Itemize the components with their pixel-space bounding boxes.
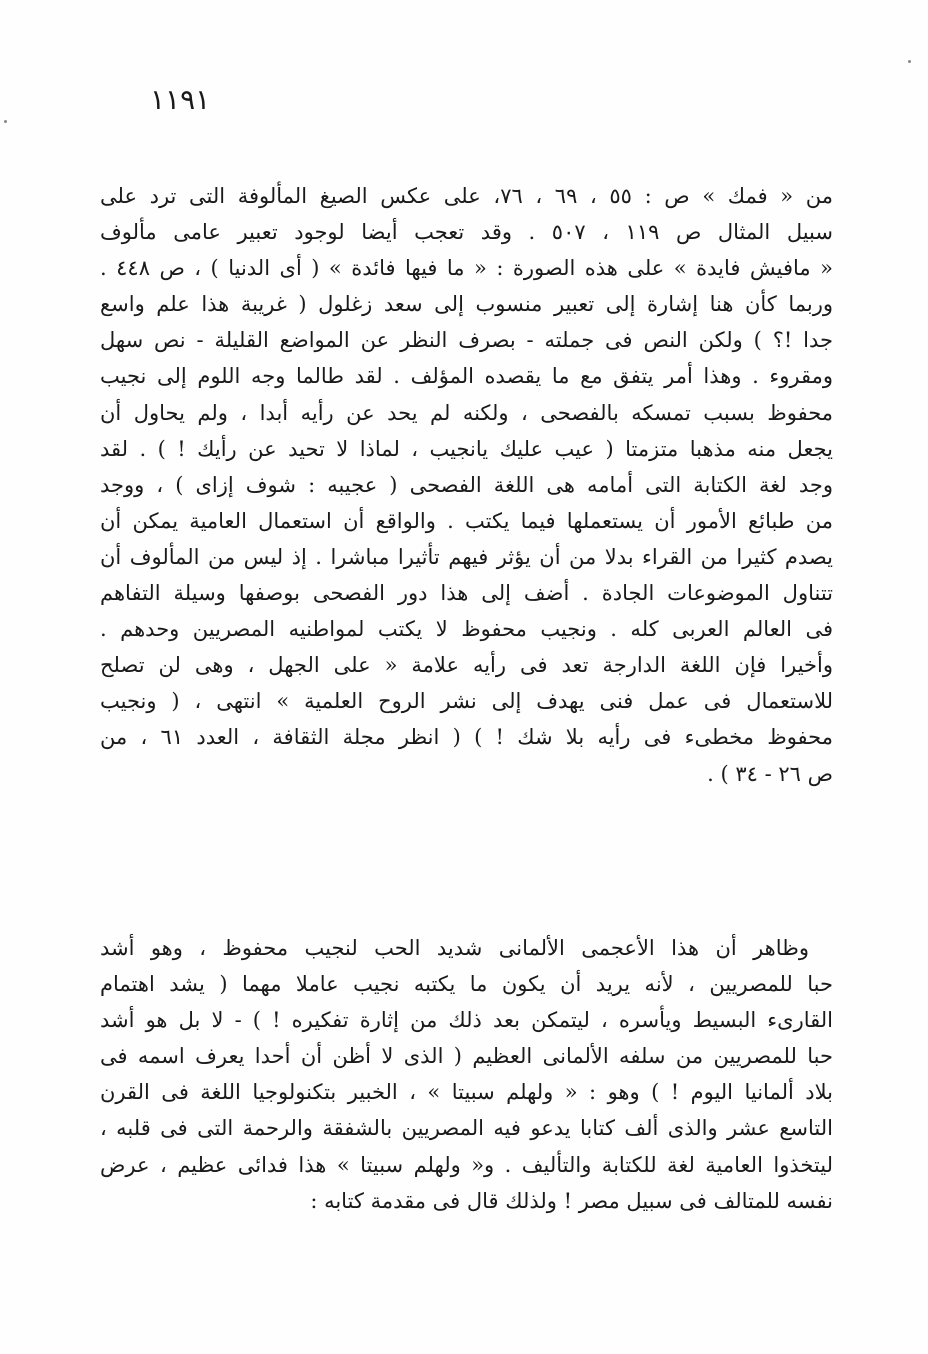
text-line: من طبائع الأمور أن يستعملها فيما يكتب . والواقع أن استعمال العامية يمكن أن bbox=[100, 508, 833, 533]
text-line: للاستعمال فى عمل فنى يهدف إلى نشر الروح العلمية » انتهى ، ( ونجيب bbox=[100, 689, 833, 714]
text-line: بلاد ألمانيا اليوم ! ) وهو : « ولهلم سبيتا » ، الخبير بتكنولوجيا اللغة فى القرن bbox=[100, 1080, 833, 1105]
paragraph-1 bbox=[100, 178, 833, 792]
text-line: التاسع عشر والذى ألف كتابا يدعو فيه المصريين بالشفقة والرحمة التى فى قلبه ، bbox=[100, 1116, 833, 1141]
text-line: حبا للمصريين ، لأنه يريد أن يكون ما يكتبه نجيب عاملا مهما ( يشد اهتمام bbox=[100, 972, 833, 997]
text-line: القارىء البسيط ويأسره ، ليتمكن بعد ذلك من إثارة تفكيره ! ) - لا بل هو أشد bbox=[100, 1008, 833, 1033]
text-line: محفوظ بسبب تمسكه بالفصحى ، ولكنه لم يحد عن رأيه أبدا ، ولم يحاول أن bbox=[100, 400, 833, 425]
text-line: حبا للمصريين من سلفه الألمانى العظيم ( الذى لا أظن أن أحدا يعرف اسمه فى bbox=[100, 1044, 833, 1069]
text-line: ومقروء . وهذا أمر يتفق مع ما يقصده المؤلف . لقد طالما وجه اللوم إلى نجيب bbox=[100, 364, 833, 389]
text-line: « مافيش فايدة » على هذه الصورة : « ما فيها فائدة » ( أى الدنيا ) ، ص ٤٤٨ . bbox=[100, 256, 833, 281]
text-line: وأخيرا فإن اللغة الدارجة تعد فى رأيه علامة « على الجهل ، وهى لن تصلح bbox=[100, 653, 833, 678]
text-line: وجد لغة الكتابة التى أمامه هى اللغة الفصحى ( عجيبه : شوف إزاى ) ، ووجد bbox=[100, 472, 833, 497]
text-line: فى العالم العربى كله . ونجيب محفوظ لا يكتب لمواطنيه المصريين وحدهم . bbox=[100, 617, 833, 642]
scan-speck bbox=[908, 60, 911, 63]
text-line: ليتخذوا العامية لغة للكتابة والتأليف . و« ولهلم سبيتا » هذا فدائى عظيم ، عرض bbox=[100, 1152, 833, 1177]
text-line: ص ٢٦ - ٣٤ ) . bbox=[707, 761, 833, 786]
text-line: نفسه للمتالف فى سبيل مصر ! ولذلك قال فى مقدمة كتابه : bbox=[310, 1188, 833, 1213]
text-line: من « فمك » ص : ٥٥ ، ٦٩ ، ٧٦، على عكس الصيغ المألوفة التى ترد على bbox=[100, 184, 833, 208]
text-line: جدا !؟ ) ولكن النص فى جملته - بصرف النظر عن المواضع القليلة - نص سهل bbox=[100, 328, 833, 353]
text-line: وظاهر أن هذا الأعجمى الألمانى شديد الحب لنجيب محفوظ ، وهو أشد bbox=[100, 936, 809, 960]
paragraph-2 bbox=[100, 930, 833, 1219]
text-line: وربما كأن هنا إشارة إلى تعبير منسوب إلى سعد زغلول ( غريبة هذا علم واسع bbox=[100, 292, 833, 317]
text-line: محفوظ مخطىء فى رأيه بلا شك ! ) ( انظر مجلة الثقافة ، العدد ٦١ ، من bbox=[100, 725, 833, 750]
text-line: تتناول الموضوعات الجادة . أضف إلى هذا دور الفصحى بوصفها وسيلة التفاهم bbox=[100, 581, 833, 606]
page-number: ١١٩١ bbox=[150, 83, 211, 116]
text-line: سبيل المثال ص ١١٩ ، ٥٠٧ . وقد تعجب أيضا لوجود تعبير عامى مألوف bbox=[100, 220, 833, 245]
scan-speck bbox=[4, 120, 7, 123]
text-line: يصدم كثيرا من القراء بدلا من أن يؤثر فيهم تأثيرا مباشرا . إذ ليس من المألوف أن bbox=[100, 544, 833, 569]
text-line: يجعل منه مذهبا متزمتا ( عيب عليك يانجيب ، لماذا لا تحيد عن رأيك ! ) . لقد bbox=[100, 436, 833, 461]
